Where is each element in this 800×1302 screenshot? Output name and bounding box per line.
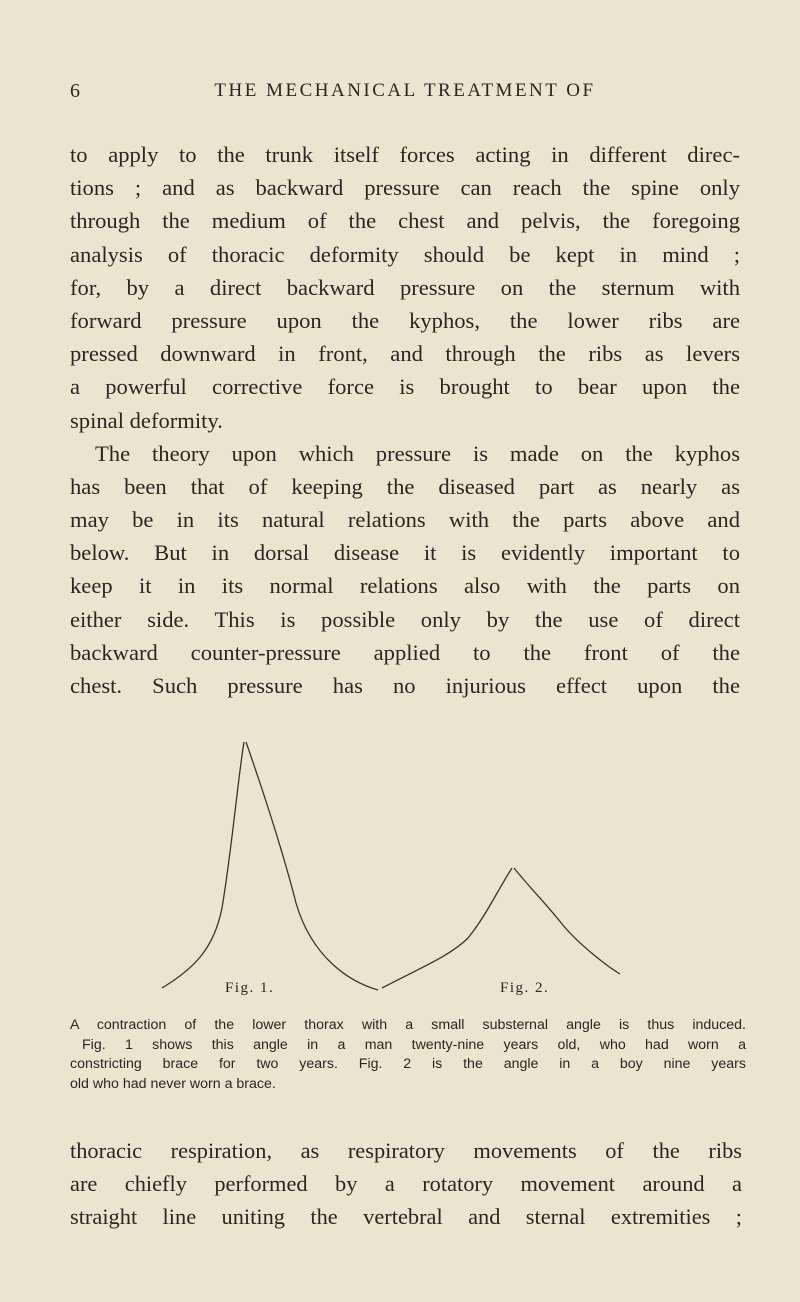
text-line: a powerful corrective force is brought to bear upon the [70,374,740,400]
text-line: for, by a direct backward pressure on the sternum with [70,274,740,300]
text-line: thoracic respiration, as respiratory movements of the ribs [70,1138,742,1163]
body-text-lower [70,1134,742,1234]
text-line: keep it in its normal relations also with the parts on [70,573,740,599]
fig2-angle-outline-right [514,868,620,974]
caption-line: constricting brace for two years. Fig. 2 is the angle in a boy nine years [70,1056,746,1073]
text-line: forward pressure upon the kyphos, the lower ribs are [70,307,740,333]
text-line: chest. Such pressure has no injurious effect upon the [70,673,740,698]
fig2-label: Fig. 2. [500,980,550,996]
caption-line: A contraction of the lower thorax with a small substernal angle is thus induced. [70,1017,746,1033]
text-line: below. But in dorsal disease it is evidently important to [70,540,740,566]
running-head [70,80,740,110]
figure-area [0,728,800,998]
text-line: pressed downward in front, and through the ribs as levers [70,341,740,367]
text-line: are chiefly performed by a rotatory movement around a [70,1171,742,1197]
text-line: The theory upon which pressure is made on the kyphos [95,440,740,466]
text-line: either side. This is possible only by the use of direct [70,606,740,632]
caption-line: old who had never worn a brace. [70,1075,276,1092]
body-text-upper [70,138,740,702]
text-line: may be in its natural relations with the parts above and [70,507,740,533]
fig1-label: Fig. 1. [225,980,275,996]
figure-caption [70,1016,746,1094]
fig1-angle-outline-right [246,742,378,990]
fig1-angle-outline [162,742,244,988]
text-line: to apply to the trunk itself forces acting in different direc- [70,142,740,167]
substernal-angle-figures [0,728,800,998]
caption-line: Fig. 1 shows this angle in a man twenty-nine years old, who had worn a [82,1036,746,1053]
running-title: THE MECHANICAL TREATMENT OF [214,80,596,101]
text-line: has been that of keeping the diseased part as nearly as [70,473,740,499]
text-line: through the medium of the chest and pelvis, the foregoing [70,208,740,234]
fig2-angle-outline [382,868,512,988]
page-number: 6 [70,80,81,102]
text-line: tions ; and as backward pressure can reach the spine only [70,175,740,201]
text-line: spinal deformity. [70,407,223,433]
text-line: straight line uniting the vertebral and sternal extremities ; [70,1204,742,1230]
text-line: analysis of thoracic deformity should be kept in mind ; [70,241,740,267]
text-line: backward counter-pressure applied to the front of the [70,639,740,665]
